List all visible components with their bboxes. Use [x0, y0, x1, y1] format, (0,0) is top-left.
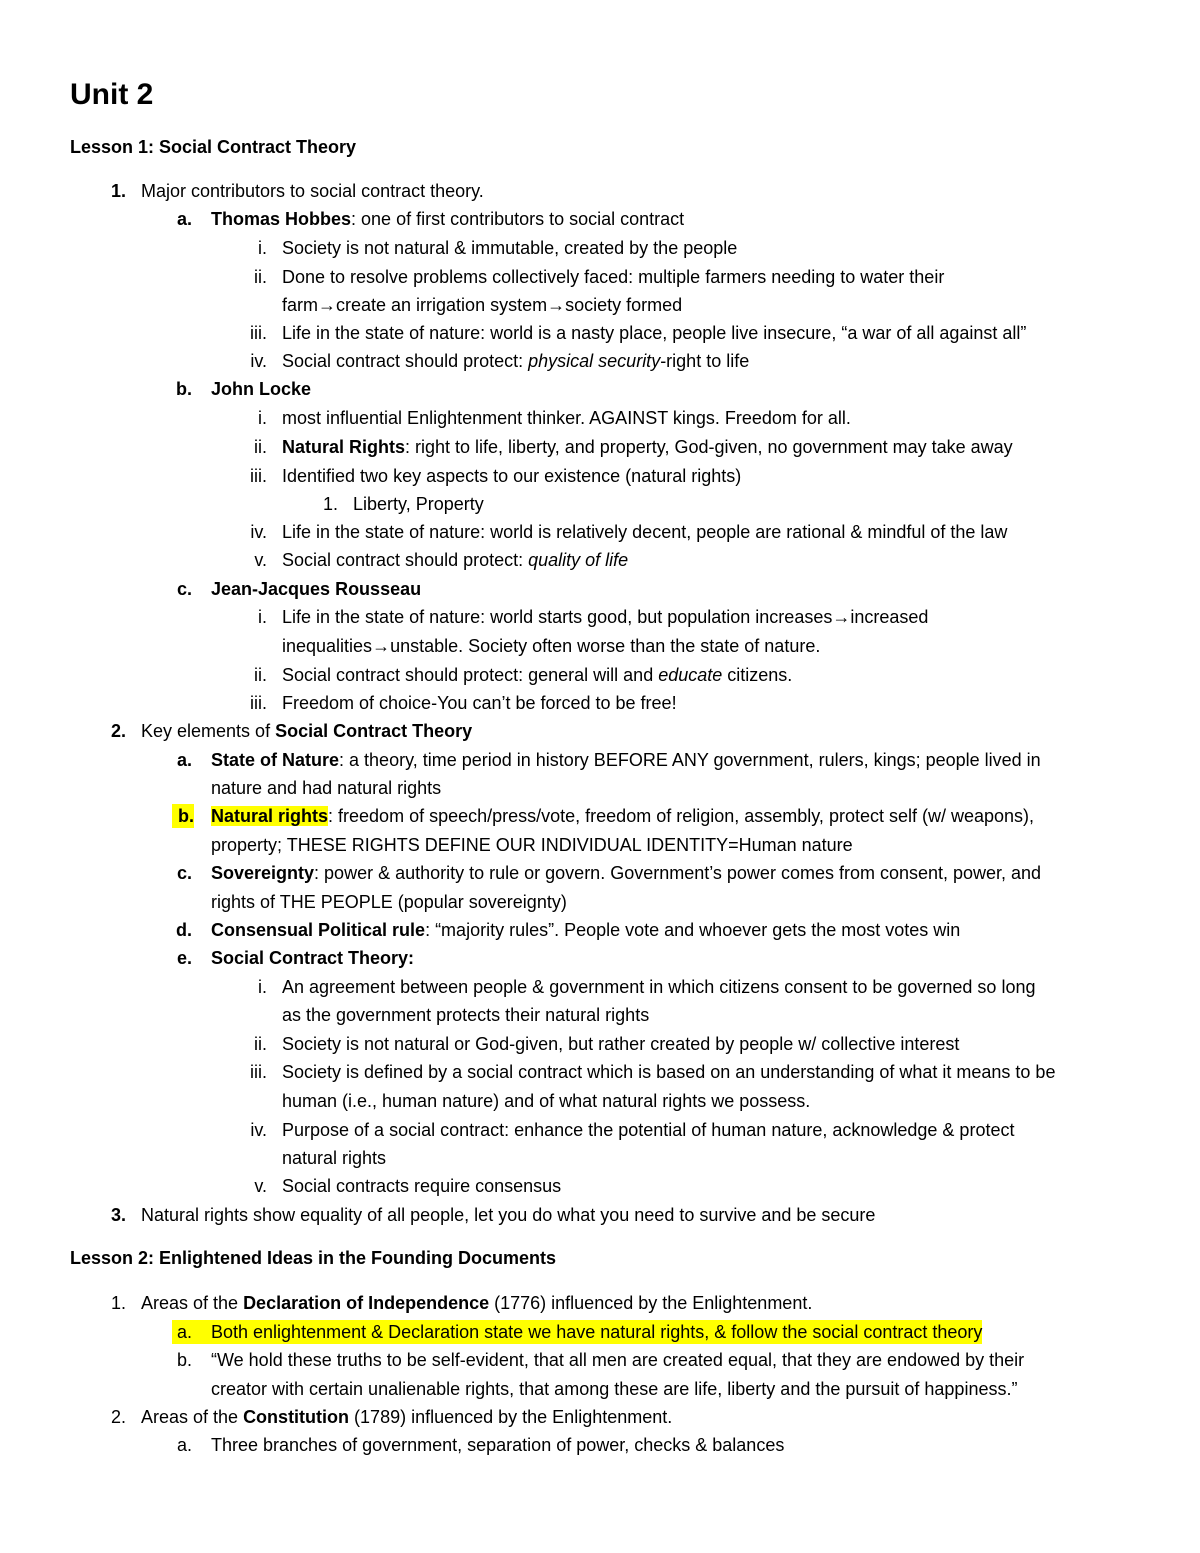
arrow-icon: → — [318, 295, 336, 315]
term: Natural Rights — [282, 437, 406, 457]
list-text: increased — [850, 607, 929, 627]
list-text: Freedom of choice-You can’t be forced to be free! — [282, 693, 677, 713]
term: Sovereignty — [211, 863, 315, 883]
list-marker: ii. — [254, 665, 267, 685]
list-text: Areas of the — [141, 1407, 244, 1427]
term: Constitution — [243, 1407, 350, 1427]
list-text: (1776) influenced by the Enlightenment. — [489, 1293, 813, 1313]
emphasis: physical security — [528, 351, 661, 371]
list-text: : one of first contributors to social contract — [351, 209, 685, 229]
list-text: : a theory, time period in history BEFORE ANY government, rulers, kings; people lived in — [339, 750, 1041, 770]
list-text: property; THESE RIGHTS DEFINE OUR INDIVIDUAL IDENTITY=Human nature — [211, 835, 853, 855]
list-marker: 1. — [110, 181, 126, 201]
list-text: nature and had natural rights — [211, 778, 442, 798]
list-text: human (i.e., human nature) and of what natural rights we possess. — [282, 1091, 811, 1111]
list-text: natural rights — [282, 1148, 387, 1168]
highlighted-text: Both enlightenment & Declaration state we have natural rights, & follow the social contract theory — [192, 1320, 982, 1344]
list-marker: iv. — [250, 1120, 267, 1140]
list-text: Purpose of a social contract: enhance the potential of human nature, acknowledge & protect — [282, 1120, 1015, 1140]
arrow-icon: → — [372, 636, 391, 656]
list-text: Social contract should protect: — [282, 550, 529, 570]
list-text: Identified two key aspects to our existence (natural rights) — [282, 466, 742, 486]
term: Thomas Hobbes — [211, 209, 352, 229]
list-marker: b. — [172, 804, 194, 828]
list-marker: c. — [176, 579, 192, 599]
list-text: inequalities — [282, 636, 373, 656]
term: Declaration of Independence — [243, 1293, 490, 1313]
arrow-icon: → — [547, 295, 566, 315]
list-text: Society is not natural & immutable, created by the people — [282, 238, 738, 258]
list-marker: ii. — [254, 267, 267, 287]
list-text: Major contributors to social contract theory. — [141, 181, 484, 201]
list-text: Social contract should protect: general will and — [282, 665, 659, 685]
list-marker: b. — [176, 1350, 192, 1370]
list-text: society formed — [565, 295, 683, 315]
list-marker: c. — [176, 863, 192, 883]
list-text: creator with certain unalienable rights, that among these are life, liberty and the pursuit of happiness.” — [211, 1379, 1018, 1399]
list-text: as the government protects their natural rights — [282, 1005, 650, 1025]
list-text: An agreement between people & government in which citizens consent to be governed so long — [282, 977, 1036, 997]
list-text: Society is not natural or God-given, but rather created by people w/ collective interest — [282, 1034, 960, 1054]
highlighted-term: Natural rights — [211, 806, 329, 826]
emphasis: quality of life — [528, 550, 629, 570]
list-marker: i. — [258, 238, 267, 258]
list-marker: i. — [258, 977, 267, 997]
list-marker: v. — [254, 550, 267, 570]
list-marker: 2. — [110, 1407, 126, 1427]
list-marker: 1. — [110, 1293, 126, 1313]
term: John Locke — [211, 379, 312, 399]
lesson-2-heading: Lesson 2: Enlightened Ideas in the Founding Documents — [70, 1248, 557, 1268]
lesson-1-heading: Lesson 1: Social Contract Theory — [70, 137, 357, 157]
list-text: Social contracts require consensus — [282, 1176, 562, 1196]
punctuation: : — [408, 948, 415, 968]
list-marker: d. — [176, 920, 192, 940]
list-marker: iii. — [250, 1062, 267, 1082]
list-marker: iii. — [250, 323, 267, 343]
list-marker: 3. — [110, 1205, 126, 1225]
list-text: most influential Enlightenment thinker. AGAINST kings. Freedom for all. — [282, 408, 851, 428]
list-marker: iii. — [250, 466, 267, 486]
list-text: Society is defined by a social contract which is based on an understanding of what it means to be — [282, 1062, 1056, 1082]
term: State of Nature — [211, 750, 340, 770]
list-text: rights of THE PEOPLE (popular sovereignty) — [211, 892, 567, 912]
list-text: Liberty, Property — [353, 494, 484, 514]
list-marker: a. — [172, 1320, 192, 1344]
page-title: Unit 2 — [70, 78, 154, 111]
list-text: Three branches of government, separation of power, checks & balances — [211, 1435, 785, 1455]
emphasis: educate — [658, 665, 723, 685]
list-marker: a. — [176, 1435, 192, 1455]
list-text: Areas of the — [141, 1293, 244, 1313]
list-marker: i. — [258, 607, 267, 627]
list-marker: 1. — [322, 494, 338, 514]
list-text: unstable. Society often worse than the state of nature. — [390, 636, 821, 656]
list-marker: b. — [176, 379, 192, 399]
arrow-icon: → — [832, 607, 851, 627]
list-text: : power & authority to rule or govern. Government’s power comes from consent, power, and — [314, 863, 1042, 883]
list-text: : right to life, liberty, and property, God-given, no government may take away — [405, 437, 1013, 457]
list-text: “We hold these truths to be self-evident, that all men are created equal, that they are endowed by their — [211, 1350, 1025, 1370]
term: Jean-Jacques Rousseau — [211, 579, 422, 599]
list-text: Done to resolve problems collectively faced: multiple farmers needing to water their — [282, 267, 945, 287]
list-text: Life in the state of nature: world starts good, but population increases — [282, 607, 833, 627]
term: Social Contract Theory — [211, 948, 409, 968]
list-marker: iv. — [250, 351, 267, 371]
list-marker: iii. — [250, 693, 267, 713]
list-marker: a. — [176, 750, 192, 770]
term: Social Contract Theory — [275, 721, 473, 741]
list-text: -right to life — [660, 351, 750, 371]
list-marker: ii. — [254, 437, 267, 457]
list-marker: e. — [176, 948, 192, 968]
term: Consensual Political rule — [211, 920, 426, 940]
list-marker: ii. — [254, 1034, 267, 1054]
list-text: create an irrigation system — [336, 295, 548, 315]
list-text: Natural rights show equality of all people, let you do what you need to survive and be secure — [141, 1205, 876, 1225]
list-text: Key elements of — [141, 721, 276, 741]
list-marker: i. — [258, 408, 267, 428]
list-text: Social contract should protect: — [282, 351, 529, 371]
list-text: (1789) influenced by the Enlightenment. — [349, 1407, 673, 1427]
list-marker: iv. — [250, 522, 267, 542]
list-text: farm — [282, 295, 318, 315]
list-text: Life in the state of nature: world is relatively decent, people are rational & mindful of the law — [282, 522, 1008, 542]
list-marker: v. — [254, 1176, 267, 1196]
list-text: Life in the state of nature: world is a nasty place, people live insecure, “a war of all against all” — [282, 323, 1027, 343]
list-text: : freedom of speech/press/vote, freedom of religion, assembly, protect self (w/ weapons), — [328, 806, 1035, 826]
list-marker: a. — [176, 209, 192, 229]
list-text: citizens. — [722, 665, 793, 685]
list-marker: 2. — [110, 721, 126, 741]
list-text: : “majority rules”. People vote and whoever gets the most votes win — [425, 920, 961, 940]
